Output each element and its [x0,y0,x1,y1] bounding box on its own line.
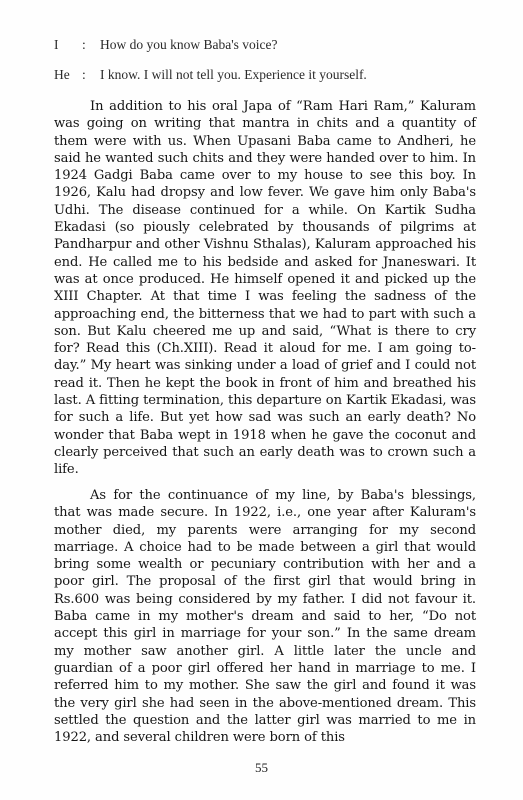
dialogue-text: How do you know Baba's voice? [100,37,278,52]
dialogue-line-1 [54,36,494,54]
dialogue-text: I know. I will not tell you. Experience it yourself. [100,67,367,82]
dialogue-speaker: I [54,37,59,52]
page-number: 55 [255,760,268,775]
dialogue-colon: : [82,37,86,52]
dialogue-colon: : [82,67,86,82]
body-paragraph-1: In addition to his oral Japa of “Ram Hari Ram,” Kaluram was going on writing that mantra in chits and a quantity of them were with us. When Upasani Baba came to Andheri, he said he wanted such chits and they were handed over to him. In 1924 Gadgi Baba came over to my house to see this boy. In 1926, Kalu had dropsy and low fever. We gave him only Baba's Udhi. The disease continued for a while. On Kartik Sudha Ekadasi (so piously celebrated by thousands of pilgrims at Pandharpur and other Vishnu Sthalas), Kaluram approached his end. He called me to his bedside and asked for Jnaneswari. It was at once produced. He himself opened it and picked up the XIII Chapter. At that time I was feeling the sadness of the approaching end, the bitterness that we had to part with such a son. But Kalu cheered me up and said, “What is there to cry for? Read this (Ch.XIII). Read it aloud for me. I am going to-day.” My heart was sinking under a load of grief and I could not read it. Then he kept the book in front of him and breathed his last. A fitting termination, this departure on Kartik Ekadasi, was for such a life. But yet how sad was such an early death? No wonder that Baba wept in 1918 when he gave the coconut and clearly perceived that such an early death was to crown such a life. [54,99,476,478]
dialogue-speaker: He [54,67,70,82]
body-paragraph-2: As for the continuance of my line, by Baba's blessings, that was made secure. In 1922, i.e., one year after Kaluram's mother died, my parents were arranging for my second marriage. A choice had to be made between a girl that would bring some wealth or pecuniary contribution with her and a poor girl. The proposal of the first girl that would bring in Rs.600 was being considered by my father. I did not favour it. Baba came in my mother's dream and said to her, “Do not accept this girl in marriage for your son.” In the same dream my mother saw another girl. A little later the uncle and guardian of a poor girl offered her hand in marriage to me. I referred him to my mother. She saw the girl and found it was the very girl she had seen in the above-mentioned dream. This settled the question and the latter girl was married to me in 1922, and several children were born of this [54,488,476,746]
dialogue-line-2 [54,66,494,84]
